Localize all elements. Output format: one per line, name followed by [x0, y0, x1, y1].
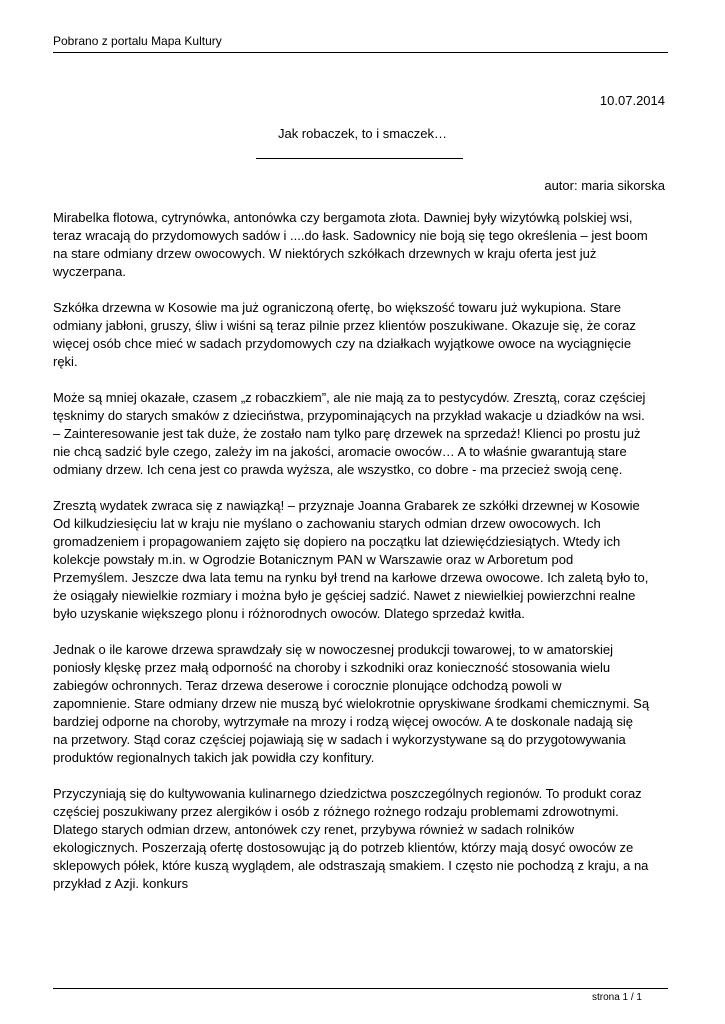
- article-body: [53, 209, 671, 911]
- header-divider: [53, 52, 668, 53]
- paragraph: Może są mniej okazałe, czasem „z robaczkiem”, ale nie mają za to pestycydów. Zresztą, coraz częściej tęsknimy do starych smaków z dzieciństwa, przypominających na przykład wakacje u dziadków na wsi. – Zainteresowanie jest tak duże, że zostało nam tylko parę drzewek na sprzedaż! Klienci po prostu już nie chcą sadzić byle czego, zależy im na jakości, aromacie owoców… A to właśnie gwarantują stare odmiany drzew. Ich cena jest co prawda wyższa, ale wszystko, co dobre - ma przecież swoją cenę.: [53, 390, 646, 477]
- title-underline: [256, 158, 463, 159]
- article-title: Jak robaczek, to i smaczek…: [277, 126, 448, 141]
- article-author: autor: maria sikorska: [544, 178, 665, 193]
- page-number: strona 1 / 1: [591, 992, 642, 1003]
- paragraph: Jednak o ile karowe drzewa sprawdzały się w nowoczesnej produkcji towarowej, to w amatorskiej poniosły klęskę przez małą odporność na choroby i szkodniki oraz konieczność stosowania wielu zabiegów ochronnych. Teraz drzewa deserowe i corocznie plonujące odchodzą powoli w zapomnienie. Stare odmiany drzew nie muszą być wielokrotnie opryskiwane środkami chemicznymi. Są bardziej odporne na choroby, wytrzymałe na mrozy i rodzą więcej owoców. A te doskonale nadają się na przetwory. Stąd coraz częściej pojawiają się w sadach i wykorzystywane są do przygotowywania produktów regionalnych takich jak powidła czy konfitury.: [53, 642, 650, 765]
- footer-divider: [53, 988, 668, 989]
- paragraph: Szkółka drzewna w Kosowie ma już ograniczoną ofertę, bo większość towaru już wykupiona. Stare odmiany jabłoni, gruszy, śliw i wiśni są teraz pilnie przez klientów poszukiwane. Okazuje się, że coraz więcej osób chce mieć w sadach przydomowych czy na działkach wyjątkowe owoce na wyciągnięcie ręki.: [53, 300, 636, 369]
- paragraph: Przyczyniają się do kultywowania kulinarnego dziedzictwa poszczególnych regionów. To produkt coraz częściej poszukiwany przez alergików i osób z różnego rożnego rodzaju problemami zdrowotnymi. Dlatego starych odmian drzew, antonówek czy renet, przybywa również w sadach rolników ekologicznych. Poszerzają ofertę dostosowując ją do potrzeb klientów, którzy mają dosyć owoców ze sklepowych półek, które kuszą wyglądem, ale odstraszają smakiem. I często nie pochodzą z kraju, a na przykład z Azji. konkurs: [53, 786, 649, 891]
- paragraph: Zresztą wydatek zwraca się z nawiązką! – przyznaje Joanna Grabarek ze szkółki drzewnej w Kosowie Od kilkudziesięciu lat w kraju nie myślano o zachowaniu starych odmian drzew owocowych. Ich gromadzeniem i propagowaniem zajęto się dopiero na początku lat dziewięćdziesiątych. Wtedy ich kolekcje powstały m.in. w Ogrodzie Botanicznym PAN w Warszawie oraz w Arboretum pod Przemyślem. Jeszcze dwa lata temu na rynku był trend na karłowe drzewa owocowe. Ich zaletą było to, że osiągały niewielkie rozmiary i można było je gęściej sadzić. Nawet z niewielkiej powierzchni realne było uzyskanie większego plonu i różnorodnych owoców. Dlatego sprzedaż kwitła.: [53, 498, 649, 621]
- portal-source-text: Pobrano z portalu Mapa Kultury: [53, 34, 222, 48]
- paragraph: Mirabelka flotowa, cytrynówka, antonówka czy bergamota złota. Dawniej były wizytówką polskiej wsi, teraz wracają do przydomowych sadów i ....do łask. Sadownicy nie boją się tego określenia – jest boom na stare odmiany drzew owocowych. W niektórych szkółkach drzewnych w kraju oferta jest już wyczerpana.: [53, 210, 648, 279]
- article-date: 10.07.2014: [599, 93, 665, 108]
